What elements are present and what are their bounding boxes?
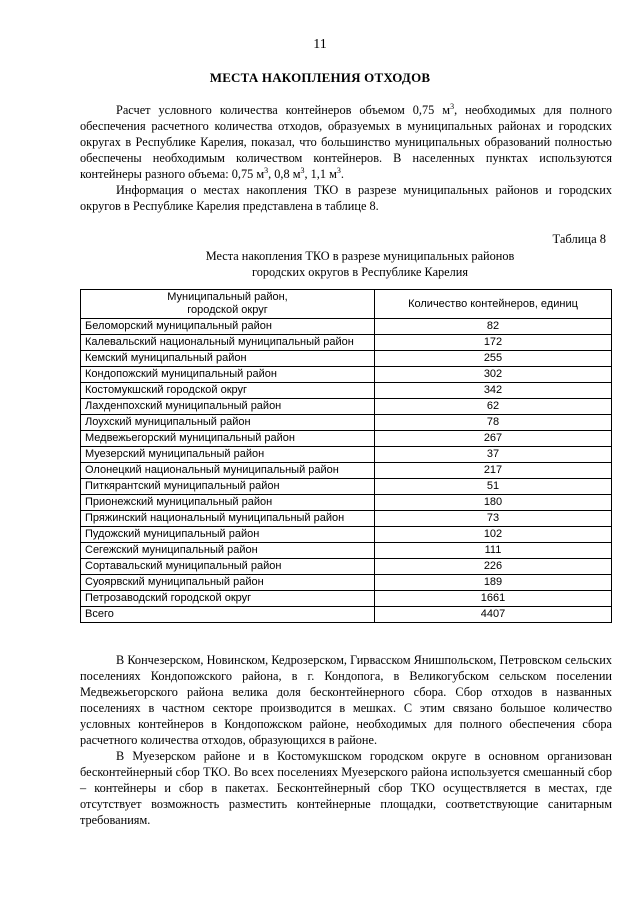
intro-p1-sup3: 3 xyxy=(300,165,305,175)
header-name xyxy=(81,290,375,319)
intro-p1-sup4: 3 xyxy=(336,165,341,175)
cell-district-name: Сегежский муниципальный район xyxy=(81,543,375,559)
cell-district-name: Суоярвский муниципальный район xyxy=(81,575,375,591)
cell-district-name: Сортавальский муниципальный район xyxy=(81,559,375,575)
cell-district-name: Кемский муниципальный район xyxy=(81,351,375,367)
cell-container-count: 82 xyxy=(375,319,612,335)
intro-paragraph-1 xyxy=(80,102,612,182)
intro-p1-sup2: 3 xyxy=(264,165,269,175)
cell-district-name: Медвежьегорский муниципальный район xyxy=(81,431,375,447)
intro-p1-text2: , необходимых для полного обеспечения расчетного количества отходов, образуемых в муниципальных районах и городских округах в Республике Карелия, показал, что большинство муниципальных образований полностью обеспечены необходимым количеством контейнеров. В населенных пунктах используются контейнеры разного объема: 0,75 м xyxy=(80,103,612,181)
closing-text xyxy=(80,652,612,828)
cell-district-name: Лоухский муниципальный район xyxy=(81,415,375,431)
cell-district-name: Муезерский муниципальный район xyxy=(81,447,375,463)
cell-container-count: 62 xyxy=(375,399,612,415)
table-row xyxy=(81,495,612,511)
table-row xyxy=(81,479,612,495)
cell-container-count: 4407 xyxy=(375,607,612,623)
cell-district-name: Прионежский муниципальный район xyxy=(81,495,375,511)
cell-container-count: 111 xyxy=(375,543,612,559)
cell-district-name: Беломорский муниципальный район xyxy=(81,319,375,335)
table-row xyxy=(81,559,612,575)
cell-district-name: Олонецкий национальный муниципальный район xyxy=(81,463,375,479)
cell-container-count: 255 xyxy=(375,351,612,367)
table-row xyxy=(81,527,612,543)
cell-container-count: 73 xyxy=(375,511,612,527)
intro-p1-text5: . xyxy=(340,167,344,181)
table-row xyxy=(81,399,612,415)
table-row xyxy=(81,383,612,399)
cell-container-count: 189 xyxy=(375,575,612,591)
table-row xyxy=(81,335,612,351)
intro-paragraph-2: Информация о местах накопления ТКО в разрезе муниципальных районов и городских округов в Республике Карелия представлена в таблице 8. xyxy=(80,183,612,213)
closing-paragraph-1: В Кончезерском, Новинском, Кедрозерском, Гирвасском Янишпольском, Петровском сельских поселениях Кондопожского района, в г. Кондопога, в Великогубском сельском поселении Медвежьегорского района велика доля бесконтейнерного сбора. Сбор отходов в названных поселениях в частном секторе производится в мешках. С этим связано большое количество условных контейнеров в Кондопожском районе, необходимых для полного обеспечения сбора расчетного количества отходов, образующихся в районе. xyxy=(80,653,612,747)
cell-container-count: 217 xyxy=(375,463,612,479)
closing-paragraph-2: В Муезерском районе и в Костомукшском городском округе в основном организован бесконтейнерный сбор ТКО. Во всех поселениях Муезерского района используется смешанный сбор – контейнеры и сбор в пакетах. Бесконтейнерный сбор ТКО осуществляется в местах, где отсутствует возможность разместить контейнерные площадки, соответствующие санитарным требованиям. xyxy=(80,749,612,827)
table-header-row xyxy=(81,290,612,319)
intro-p1-sup: 3 xyxy=(450,101,455,111)
containers-table xyxy=(80,289,612,623)
cell-container-count: 51 xyxy=(375,479,612,495)
cell-container-count: 267 xyxy=(375,431,612,447)
table-caption-line-2: городских округов в Республике Карелия xyxy=(251,265,469,279)
intro-p1-text: Расчет условного количества контейнеров объемом 0,75 м xyxy=(116,103,451,117)
cell-district-name: Калевальский национальный муниципальный район xyxy=(81,335,375,351)
intro-p1-text4: , 1,1 м xyxy=(304,167,337,181)
table-row xyxy=(81,463,612,479)
table-row xyxy=(81,511,612,527)
table-body xyxy=(81,319,612,623)
cell-container-count: 226 xyxy=(375,559,612,575)
cell-container-count: 172 xyxy=(375,335,612,351)
table-label: Таблица 8 xyxy=(552,232,606,246)
cell-district-name: Петрозаводский городской округ xyxy=(81,591,375,607)
cell-district-name: Костомукшский городской округ xyxy=(81,383,375,399)
intro-text xyxy=(80,102,612,214)
table-row xyxy=(81,431,612,447)
cell-container-count: 37 xyxy=(375,447,612,463)
page-number: 11 xyxy=(313,37,327,52)
table-caption xyxy=(80,248,640,280)
table-row xyxy=(81,575,612,591)
cell-container-count: 302 xyxy=(375,367,612,383)
cell-district-name: Питкярантский муниципальный район xyxy=(81,479,375,495)
table-row xyxy=(81,367,612,383)
header-count: Количество контейнеров, единиц xyxy=(375,290,612,319)
table-row xyxy=(81,543,612,559)
cell-container-count: 78 xyxy=(375,415,612,431)
cell-district-name: Пудожский муниципальный район xyxy=(81,527,375,543)
table-row xyxy=(81,415,612,431)
header-name-line-1: Муниципальный район, xyxy=(167,291,288,303)
table-row xyxy=(81,607,612,623)
table-row xyxy=(81,319,612,335)
cell-district-name: Кондопожский муниципальный район xyxy=(81,367,375,383)
cell-container-count: 180 xyxy=(375,495,612,511)
table-caption-line-1: Места накопления ТКО в разрезе муниципальных районов xyxy=(205,249,515,263)
cell-container-count: 1661 xyxy=(375,591,612,607)
table-row xyxy=(81,591,612,607)
table-row xyxy=(81,447,612,463)
cell-district-name: Пряжинский национальный муниципальный район xyxy=(81,511,375,527)
page-heading: МЕСТА НАКОПЛЕНИЯ ОТХОДОВ xyxy=(209,70,431,85)
cell-container-count: 342 xyxy=(375,383,612,399)
table-row xyxy=(81,351,612,367)
cell-district-name: Лахденпохский муниципальный район xyxy=(81,399,375,415)
header-name-line-2: городской округ xyxy=(187,304,268,316)
intro-p1-text3: , 0,8 м xyxy=(268,167,301,181)
cell-container-count: 102 xyxy=(375,527,612,543)
cell-district-name: Всего xyxy=(81,607,375,623)
